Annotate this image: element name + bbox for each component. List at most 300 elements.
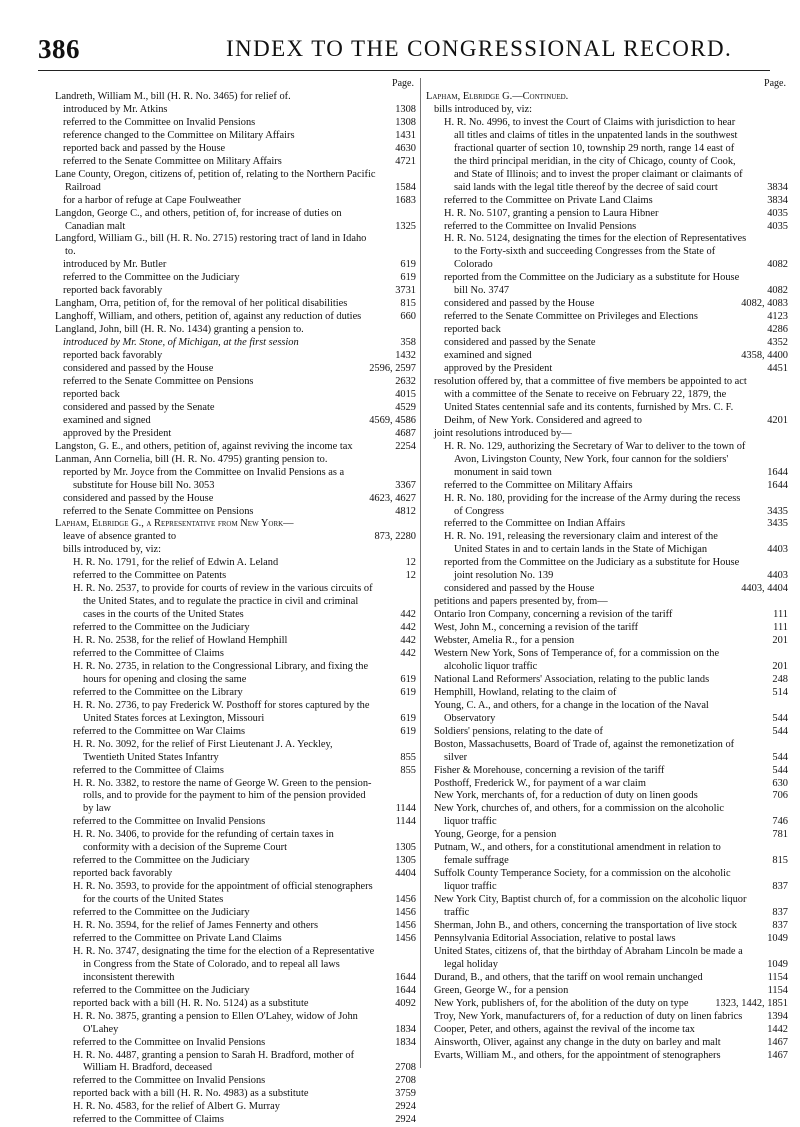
index-entry	[434, 1049, 788, 1063]
entry-page-ref: 660	[400, 311, 416, 323]
index-entry	[444, 518, 788, 531]
entry-text: Soldiers' pensions, relating to the date of	[434, 725, 603, 737]
index-entry	[73, 829, 416, 855]
entry-page-ref: 781	[772, 829, 788, 841]
entry-text: considered and passed by the House	[63, 492, 214, 504]
entry-page-ref: 1644	[395, 971, 416, 983]
index-entry	[434, 1036, 788, 1050]
index-entry	[444, 116, 788, 195]
index-entry	[444, 220, 788, 234]
entry-text: considered and passed by the House	[444, 583, 595, 595]
entry-page-ref: 1683	[395, 194, 416, 206]
entry-text: H. R. No. 3593, to provide for the appointment of official stenographers for the courts of the United States	[73, 881, 373, 906]
entry-page-ref: 1394	[767, 1010, 788, 1022]
entry-text: Posthoff, Frederick W., for payment of a war claim	[434, 777, 646, 789]
entry-text: bills introduced by, viz:	[63, 544, 162, 556]
index-entry	[63, 129, 416, 143]
entry-page-ref: 1431	[395, 129, 416, 141]
entry-text: Young, C. A., and others, for a change in the location of the Naval Observatory	[434, 699, 709, 724]
entry-page-ref: 1644	[767, 466, 788, 478]
entry-page-ref: 1432	[395, 350, 416, 362]
entry-text: Fisher & Morehouse, concerning a revision of the tariff	[434, 764, 665, 776]
entry-page-ref: 442	[400, 609, 416, 621]
index-entry	[63, 544, 416, 557]
entry-page-ref: 4286	[767, 324, 788, 336]
entry-page-ref: 4201	[767, 414, 788, 426]
entry-page-ref: 4015	[395, 388, 416, 400]
index-entry	[63, 155, 416, 169]
index-entry	[434, 1023, 788, 1037]
entry-text: Lapham, Elbridge G., a Representative from New York—	[55, 518, 294, 530]
entry-page-ref: 1456	[395, 894, 416, 906]
index-entry	[63, 363, 416, 376]
index-entry	[434, 635, 788, 648]
entry-text: introduced by Mr. Stone, of Michigan, at the first session	[63, 337, 299, 349]
index-entry	[63, 505, 416, 519]
entry-page-ref: 4123	[767, 311, 788, 323]
entry-page-ref: 4035	[767, 220, 788, 232]
entry-page-ref: 2632	[395, 375, 416, 387]
index-entry	[434, 375, 788, 428]
index-entry	[434, 686, 788, 700]
entry-text: referred to the Senate Committee on Pensions	[63, 505, 254, 517]
entry-page-ref: 4569, 4586	[369, 414, 416, 426]
page-title: INDEX TO THE CONGRESSIONAL RECORD.	[226, 36, 733, 61]
index-entry	[434, 103, 788, 117]
index-entry	[444, 233, 788, 272]
entry-page-ref: 1305	[395, 855, 416, 867]
index-entry	[55, 518, 416, 531]
index-entry	[434, 790, 788, 803]
entry-text: Langland, John, bill (H. R. No. 1434) granting a pension to.	[55, 324, 304, 336]
entry-page-ref: 619	[400, 673, 416, 685]
index-entry	[73, 725, 416, 739]
index-entry	[55, 233, 416, 259]
index-entry	[434, 997, 788, 1011]
index-entry	[63, 401, 416, 415]
entry-text: considered and passed by the Senate	[63, 401, 215, 413]
entry-text: considered and passed by the House	[63, 363, 214, 375]
index-entry	[434, 596, 788, 609]
entry-page-ref: 544	[772, 725, 788, 737]
entry-text: referred to the Committee of Claims	[73, 1114, 224, 1126]
entry-text: reported by Mr. Joyce from the Committee on Invalid Pensions as a substitute for House bill No. 3053	[63, 466, 345, 491]
index-entry	[73, 738, 416, 765]
entry-text: referred to the Committee on Indian Affairs	[444, 518, 626, 530]
entry-page-ref: 1584	[395, 181, 416, 193]
entry-page-ref: 4687	[395, 427, 416, 439]
index-entry	[434, 699, 788, 726]
entry-page-ref: 2254	[395, 440, 416, 452]
index-entry	[63, 142, 416, 156]
entry-page-ref: 746	[772, 816, 788, 828]
entry-text: Sherman, John B., and others, concerning the transportation of live stock	[434, 920, 737, 931]
index-entry	[444, 557, 788, 583]
entry-text: referred to the Committee on Patents	[73, 570, 227, 582]
entry-page-ref: 1049	[767, 958, 788, 970]
entry-text: reported back favorably	[63, 285, 163, 297]
entry-page-ref: 1308	[395, 116, 416, 128]
index-entry	[73, 816, 416, 829]
entry-text: National Land Reformers' Association, relating to the public lands	[434, 673, 710, 685]
entry-page-ref: 4352	[767, 337, 788, 349]
index-entry	[434, 764, 788, 778]
index-entry	[55, 91, 416, 104]
index-entry	[73, 570, 416, 583]
entry-page-ref: 544	[772, 764, 788, 776]
entry-text: Webster, Amelia R., for a pension	[434, 635, 575, 647]
entry-page-ref: 201	[772, 660, 788, 672]
index-entry	[73, 907, 416, 920]
index-entry	[73, 686, 416, 700]
entry-text: H. R. No. 3594, for the relief of James Fennerty and others	[73, 920, 318, 931]
entry-text: referred to the Committee on the Library	[73, 686, 243, 698]
index-entry	[444, 479, 788, 493]
entry-text: Western New York, Sons of Temperance of, for a commission on the alcoholic liquor traffic	[434, 647, 720, 672]
index-entry	[444, 272, 788, 298]
entry-text: approved by the President	[63, 427, 172, 439]
entry-page-ref: 3367	[395, 479, 416, 491]
entry-page-ref: 815	[400, 298, 416, 310]
index-entry	[434, 1010, 788, 1024]
entry-page-ref: 4404	[395, 868, 416, 880]
entry-text: Langdon, George C., and others, petition of, for increase of duties on Canadian malt	[55, 207, 342, 232]
entry-text: referred to the Committee on Private Land Claims	[444, 194, 653, 206]
entry-text: Ainsworth, Oliver, against any change in the duty on barley and malt	[434, 1036, 721, 1048]
index-entry	[444, 207, 788, 221]
entry-page-ref: 4721	[395, 155, 416, 167]
index-entry	[444, 337, 788, 350]
index-entry	[73, 997, 416, 1011]
entry-text: referred to the Committee on Private Land Claims	[73, 932, 282, 944]
entry-page-ref: 619	[400, 272, 416, 284]
entry-text: Troy, New York, manufacturers of, for a reduction of duty on linen fabrics	[434, 1010, 743, 1022]
index-entry	[434, 920, 788, 933]
entry-page-ref: 855	[400, 751, 416, 763]
index-entry	[73, 945, 416, 985]
entry-page-ref: 2924	[395, 1101, 416, 1113]
index-entry	[73, 764, 416, 778]
index-entry	[434, 647, 788, 674]
entry-page-ref: 4035	[767, 207, 788, 219]
entry-text: H. R. No. 2538, for the relief of Howland Hemphill	[73, 635, 288, 647]
entry-text: H. R. No. 5107, granting a pension to Laura Hibner	[444, 207, 659, 219]
entry-text: examined and signed	[63, 414, 151, 426]
index-entry	[434, 932, 788, 946]
entry-text: considered and passed by the House	[444, 298, 595, 310]
entry-text: referred to the Committee on Invalid Pensions	[444, 220, 637, 232]
index-entry	[444, 363, 788, 376]
index-entry	[63, 285, 416, 298]
entry-text: leave of absence granted to	[63, 531, 177, 543]
entry-text: H. R. No. 2735, in relation to the Congressional Library, and fixing the hours for opening and closing the same	[73, 660, 369, 685]
entry-text: H. R. No. 3382, to restore the name of George W. Green to the pension-rolls, and to provide for the payment to him of the pension provided by law	[73, 777, 372, 815]
index-entry	[73, 1049, 416, 1076]
entry-page-ref: 2708	[395, 1062, 416, 1074]
entry-text: H. R. No. 191, releasing the reversionary claim and interest of the United States in and to certain lands in the State of Michigan	[444, 531, 718, 556]
entry-text: H. R. No. 1791, for the relief of Edwin A. Leland	[73, 557, 279, 569]
index-entry	[73, 932, 416, 946]
entry-page-ref: 1323, 1442, 1851	[715, 997, 788, 1009]
entry-page-ref: 630	[772, 777, 788, 789]
index-entry	[73, 984, 416, 998]
index-entry	[73, 1088, 416, 1101]
entry-page-ref: 4403, 4404	[741, 583, 788, 595]
entry-text: referred to the Committee on Invalid Pensions	[63, 116, 256, 128]
entry-text: Langhoff, William, and others, petition of, against any reduction of duties	[55, 311, 362, 323]
index-entry	[55, 311, 416, 324]
entry-text: Pennsylvania Editorial Association, relative to postal laws	[434, 932, 676, 944]
entry-text: H. R. No. 4487, granting a pension to Sarah H. Bradford, mother of William H. Bradford, deceased	[73, 1049, 355, 1074]
entry-text: New York, churches of, and others, for a commission on the alcoholic liquor traffic	[434, 803, 725, 828]
index-entry	[444, 194, 788, 208]
index-entry	[444, 583, 788, 596]
entry-page-ref: 855	[400, 764, 416, 776]
index-entry	[55, 453, 416, 467]
index-entry	[73, 583, 416, 622]
entry-page-ref: 4358, 4400	[741, 350, 788, 362]
entry-page-ref: 1154	[767, 984, 788, 996]
entry-text: Evarts, William M., and others, for the appointment of stenographers	[434, 1049, 721, 1061]
entry-page-ref: 544	[772, 751, 788, 763]
page-number: 386	[38, 34, 80, 64]
entry-text: referred to the Committee on War Claims	[73, 725, 246, 737]
index-entry	[434, 609, 788, 622]
entry-page-ref: 442	[400, 622, 416, 634]
index-entry	[63, 272, 416, 285]
entry-page-ref: 4623, 4627	[369, 492, 416, 504]
index-entry	[55, 440, 416, 454]
right-page-label: Page.	[764, 78, 786, 89]
entry-text: West, John M., concerning a revision of the tariff	[434, 622, 639, 634]
entry-text: reported from the Committee on the Judiciary as a substitute for House bill No. 3747	[444, 272, 740, 297]
entry-text: Boston, Massachusetts, Board of Trade of, against the remonetization of silver	[434, 738, 735, 763]
entry-page-ref: 3731	[395, 285, 416, 297]
entry-page-ref: 706	[772, 790, 788, 802]
entry-page-ref: 514	[772, 686, 788, 698]
entry-page-ref: 12	[405, 570, 416, 582]
entry-page-ref: 619	[400, 686, 416, 698]
entry-page-ref: 1442	[767, 1023, 788, 1035]
entry-text: H. R. No. 3406, to provide for the refunding of certain taxes in conformity with a decision of the Supreme Court	[73, 829, 334, 854]
entry-page-ref: 1144	[395, 816, 416, 828]
entry-text: bills introduced by, viz:	[434, 103, 533, 115]
entry-page-ref: 4529	[395, 401, 416, 413]
entry-page-ref: 1467	[767, 1036, 788, 1048]
left-column	[55, 78, 416, 1127]
entry-text: referred to the Committee of Claims	[73, 764, 224, 776]
entry-page-ref: 1467	[767, 1049, 788, 1061]
index-entry	[63, 337, 416, 350]
index-entry	[73, 1101, 416, 1114]
entry-text: referred to the Committee on the Judiciary	[63, 272, 240, 284]
entry-text: H. R. No. 5124, designating the times for the election of Representatives to the Forty-sixth and succeeding Congresses from the State of Colorado	[444, 233, 747, 271]
entry-text: Langford, William G., bill (H. R. No. 2715) restoring tract of land in Idaho to.	[55, 233, 367, 258]
entry-text: H. R. No. 4996, to invest the Court of Claims with jurisdiction to hear all titles and claims of titles in the unpatented lands in the southwest fractional quarter of section 10, township 29 north, range 14 east of the third principal meridian, in the city of Chicago, county of Cook, and State of Illinois; and to invest the proper claimant or claimants of said lands with the legal title thereof by the decree of said court	[444, 116, 743, 193]
entry-page-ref: 1834	[395, 1036, 416, 1048]
entry-page-ref: 1456	[395, 920, 416, 931]
entry-text: Langham, Orra, petition of, for the removal of her political disabilities	[55, 298, 348, 310]
index-entry	[73, 660, 416, 687]
entry-text: reported from the Committee on the Judiciary as a substitute for House joint resolution No. 139	[444, 557, 740, 582]
index-entry	[55, 298, 416, 311]
index-entry	[73, 699, 416, 726]
entry-page-ref: 4082	[767, 285, 788, 297]
entry-text: Lapham, Elbridge G.—Continued.	[426, 91, 569, 102]
entry-text: H. R. No. 129, authorizing the Secretary of War to deliver to the town of Avon, Livingston County, New York, four cannon for the soldiers' monument in said town	[444, 440, 746, 478]
entry-page-ref: 201	[772, 635, 788, 647]
entry-text: New York City, Baptist church of, for a commission on the alcoholic liquor traffic	[434, 894, 747, 919]
entry-text: reported back with a bill (H. R. No. 4983) as a substitute	[73, 1088, 309, 1100]
index-entry	[434, 803, 788, 829]
left-page-label: Page.	[392, 78, 414, 89]
index-entry	[444, 324, 788, 337]
entry-text: Putnam, W., and others, for a constitutional amendment in relation to female suffrage	[434, 842, 721, 867]
index-entry	[444, 531, 788, 557]
index-entry	[55, 324, 416, 337]
entry-page-ref: 1305	[395, 842, 416, 854]
entry-text: H. R. No. 4583, for the relief of Albert G. Murray	[73, 1101, 280, 1113]
index-entry	[434, 894, 788, 920]
index-entry	[434, 842, 788, 868]
entry-text: H. R. No. 180, providing for the increase of the Army during the recess of Congress	[444, 492, 741, 517]
entry-page-ref: 442	[400, 635, 416, 647]
entry-page-ref: 1834	[395, 1023, 416, 1035]
entry-text: Ontario Iron Company, concerning a revision of the tariff	[434, 609, 673, 621]
entry-page-ref: 1644	[767, 479, 788, 491]
index-entry	[63, 116, 416, 130]
entry-page-ref: 111	[773, 622, 788, 634]
index-entry	[63, 466, 416, 493]
entry-text: reported back favorably	[73, 868, 173, 880]
entry-text: New York, merchants of, for a reduction of duty on linen goods	[434, 790, 698, 802]
index-entry	[73, 881, 416, 907]
entry-page-ref: 4451	[767, 363, 788, 375]
index-entry	[55, 207, 416, 234]
index-entry	[63, 427, 416, 441]
entry-page-ref: 1325	[395, 220, 416, 232]
entry-page-ref: 1456	[395, 907, 416, 919]
index-entry	[434, 738, 788, 765]
entry-page-ref: 4082, 4083	[741, 298, 788, 310]
column-divider	[420, 78, 421, 1068]
entry-text: resolution offered by, that a committee of five members be appointed to act with a committee of the Senate to receive on February 22, 1879, the United States centennial safe and its contents, furnished by Mrs. C. F. Deihm, of New York. Considered and agreed to	[434, 375, 747, 426]
index-entry	[444, 440, 788, 480]
index-entry	[434, 622, 788, 635]
index-entry	[63, 194, 416, 208]
entry-text: referred to the Senate Committee on Military Affairs	[63, 155, 282, 167]
index-entry	[55, 168, 416, 195]
entry-page-ref: 2708	[395, 1075, 416, 1087]
index-entry	[73, 647, 416, 661]
index-entry	[434, 945, 788, 972]
index-entry	[73, 635, 416, 648]
entry-page-ref: 1144	[395, 803, 416, 815]
index-entry	[63, 531, 416, 544]
page-header	[38, 34, 770, 74]
entry-text: reported back	[63, 388, 120, 400]
left-entries	[55, 91, 416, 1127]
index-entry	[73, 855, 416, 868]
entry-page-ref: 1456	[395, 932, 416, 944]
entry-text: Langston, G. E., and others, petition of, against reviving the income tax	[55, 440, 353, 452]
index-entry	[73, 1036, 416, 1050]
entry-text: referred to the Committee on Invalid Pensions	[73, 816, 266, 828]
entry-page-ref: 248	[772, 673, 788, 685]
index-entry	[73, 622, 416, 635]
entry-text: reported back favorably	[63, 350, 163, 362]
entry-text: Lane County, Oregon, citizens of, petition of, relating to the Northern Pacific Railroad	[55, 168, 376, 193]
index-entry	[444, 311, 788, 324]
entry-page-ref: 837	[772, 881, 788, 893]
entry-text: considered and passed by the Senate	[444, 337, 596, 349]
entry-text: Landreth, William M., bill (H. R. No. 3465) for relief of.	[55, 91, 291, 102]
entry-page-ref: 4630	[395, 142, 416, 154]
entry-text: reference changed to the Committee on Military Affairs	[63, 129, 295, 141]
index-entry	[434, 971, 788, 985]
entry-page-ref: 3435	[767, 505, 788, 517]
entry-page-ref: 4812	[395, 505, 416, 517]
entry-page-ref: 358	[400, 337, 416, 349]
index-entry	[434, 673, 788, 687]
index-entry	[444, 492, 788, 519]
entry-text: referred to the Committee on Invalid Pensions	[73, 1075, 266, 1087]
entry-text: reported back with a bill (H. R. No. 5124) as a substitute	[73, 997, 309, 1009]
index-entry	[434, 725, 788, 739]
entry-page-ref: 1644	[395, 984, 416, 996]
index-entry	[73, 1114, 416, 1127]
entry-page-ref: 3435	[767, 518, 788, 530]
entry-page-ref: 544	[772, 712, 788, 724]
index-entry	[63, 388, 416, 402]
entry-text: Cooper, Peter, and others, against the revival of the income tax	[434, 1023, 695, 1035]
entry-page-ref: 2924	[395, 1114, 416, 1126]
right-entries	[426, 91, 788, 1062]
header-rule	[38, 70, 770, 71]
entry-page-ref: 2596, 2597	[369, 363, 416, 375]
entry-text: Hemphill, Howland, relating to the claim of	[434, 686, 617, 698]
entry-text: referred to the Committee on the Judiciary	[73, 622, 250, 634]
entry-page-ref: 111	[773, 609, 788, 621]
entry-text: referred to the Committee on the Judiciary	[73, 907, 250, 919]
entry-page-ref: 4403	[767, 570, 788, 582]
index-entry	[434, 829, 788, 842]
index-entry	[63, 492, 416, 506]
entry-text: introduced by Mr. Butler	[63, 259, 167, 271]
entry-text: petitions and papers presented by, from—	[434, 596, 608, 608]
entry-page-ref: 3834	[767, 194, 788, 206]
entry-page-ref: 619	[400, 259, 416, 271]
entry-text: joint resolutions introduced by—	[434, 427, 572, 439]
index-entry	[444, 350, 788, 363]
index-entry	[434, 427, 788, 441]
entry-text: Young, George, for a pension	[434, 829, 557, 841]
entry-page-ref: 4092	[395, 997, 416, 1009]
entry-text: Suffolk County Temperance Society, for a commission on the alcoholic liquor traffic	[434, 868, 731, 893]
entry-page-ref: 1154	[767, 971, 788, 983]
entry-text: Durand, B., and others, that the tariff on wool remain unchanged	[434, 971, 703, 983]
index-entry	[73, 557, 416, 570]
entry-text: H. R. No. 2537, to provide for courts of review in the various circuits of the United States, and to regulate the practice in civil and criminal cases in the courts of the United States	[73, 583, 373, 621]
index-entry	[63, 375, 416, 389]
entry-text: Lanman, Ann Cornelia, bill (H. R. No. 4795) granting pension to.	[55, 453, 328, 465]
index-entry	[73, 1075, 416, 1088]
entry-text: referred to the Senate Committee on Pensions	[63, 375, 254, 387]
index-entry	[434, 777, 788, 791]
index-entry	[73, 777, 416, 817]
right-column	[426, 78, 788, 1062]
entry-text: New York, publishers of, for the abolition of the duty on type	[434, 997, 689, 1009]
